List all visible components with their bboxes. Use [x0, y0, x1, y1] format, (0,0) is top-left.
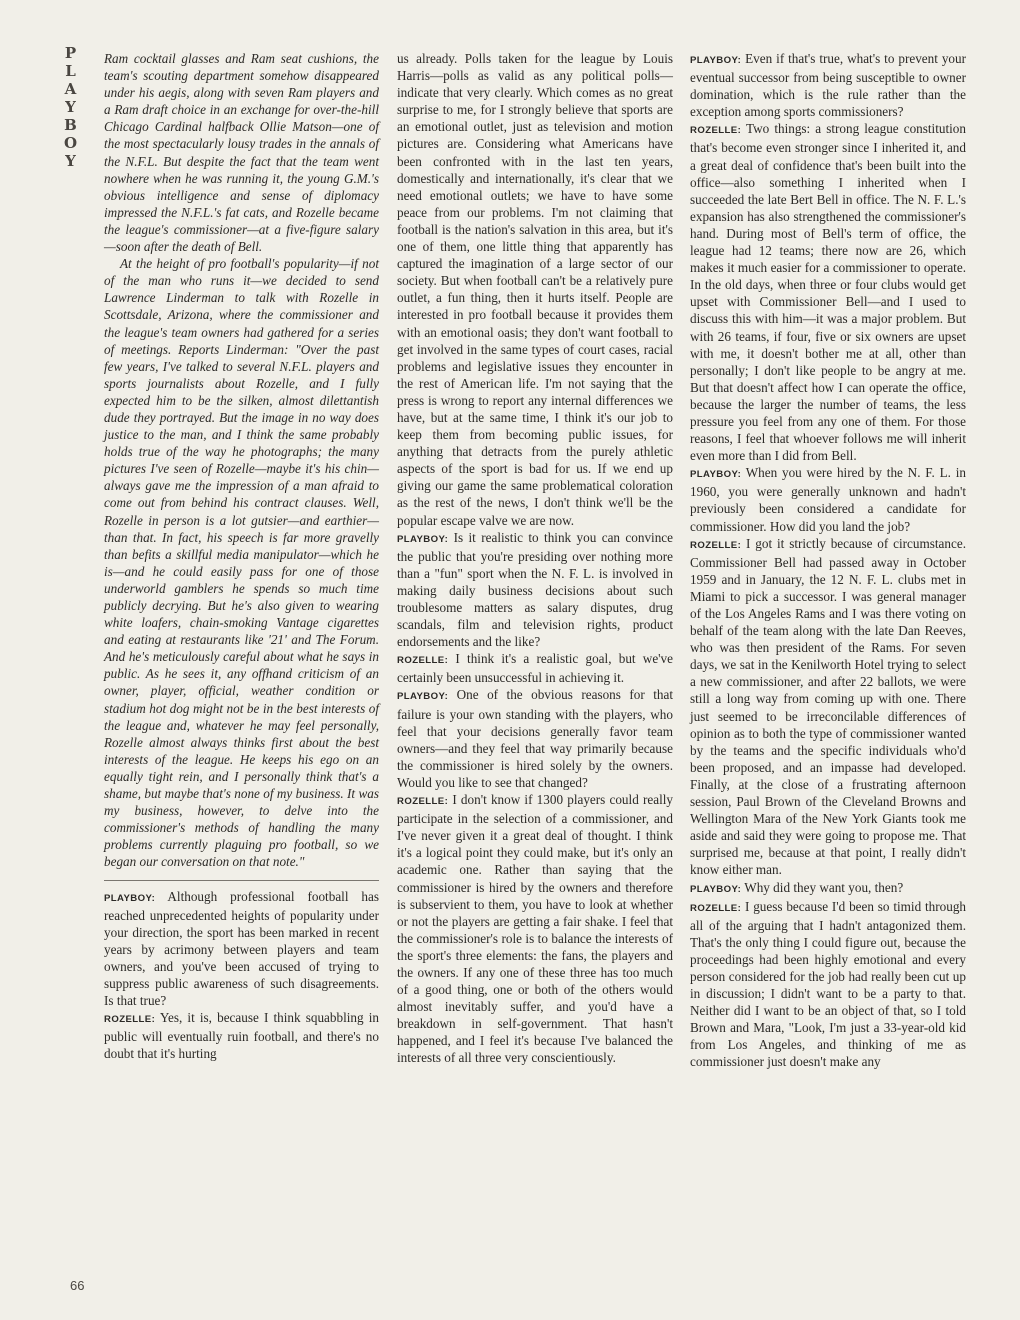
paragraph-text: Two things: a strong league constitution that's become even stronger since I inherited it, and a great deal of confidence that's been built into the office—also something I inherited when I succeeded the late Bert Bell in office. The N. F. L.'s expansion has also strengthened the commissioner's hand. During most of Bell's term of office, the league had 12 teams; there now are 26, which makes it much easier for a commissioner to operate. In the old days, when three or four clubs would get upset with Commissioner Bell—and I used to discuss this with him—it was a major problem. But with 26 teams, if four, five or six owners are upset with me, it doesn't bother me at all, other than personally; I don't like people to be angry at me. But that doesn't affect how I can operate the office, because the larger the number of teams, the less pressure you feel from any one of them. For those reasons, I feel that whoever follows me will inherit even more than I did from Bell.	[690, 121, 966, 464]
speaker-label: ROZELLE:	[690, 539, 742, 551]
paragraph-text: I got it strictly because of circumstance. Commissioner Bell had passed away in October 1959 and in January, the 12 N. F. L. clubs met in Miami to pick a successor. I was general manager of the Los Angeles Rams and I was there voting on behalf of the team along with the late Dan Reeves, who was then president of the Rams. For seven days, we sat in the Kenilworth Hotel trying to select a new commissioner, and after 22 ballots, we were still a long way from coming up with one. There just seemed to be irreconcilable differences of opinion as to both the type of commissioner wanted by the teams and the specific individuals who'd been proposed, and an impasse had developed. Finally, at the close of a frustrating afternoon session, Paul Brown of the Cleveland Browns and Wellington Mara of the New York Giants took me aside and said they were going to propose me. That surprised me, because at that point, I really didn't know either man.	[690, 535, 967, 878]
paragraph-text: I don't know if 1300 players could really participate in the selection of a commissioner, and I've never given it a great deal of thought. I think it's a logical point they could make, but it's only an academic one. Rather than saying that the commissioner is hired by the owners and therefore is subservient to them, you have to look at whether or not the players are getting a fair shake. I feel that the commissioner's role is to balance the interests of the sport's three elements: the fans, the players and the owners. If any one of these three has too much of a good thing, one or both of the others would almost inevitably suffer, and you'd have a breakdown in self-government. That hasn't happened, and I feel it's because I've balanced the interests of all three very conscientiously.	[397, 792, 673, 1066]
interview-paragraph	[690, 120, 966, 464]
side-label-letter: L	[65, 62, 77, 80]
intro-paragraph: Ram cocktail glasses and Ram seat cushions, the team's scouting department somehow disappeared under his aegis, along with seven Ram players and a Ram draft choice in an exchange for over-the-hill Chicago Cardinal halfback Ollie Matson—one of the most spectacularly lousy trades in the annals of the N.F.L. But despite the fact that the team went nowhere when he was running it, the young G.M.'s obvious intelligence and sense of diplomacy impressed the N.F.L.'s fat cats, and Rozelle became the league's commissioner—at a five-figure salary—soon after the death of Bell.	[104, 51, 379, 255]
paragraph-text: One of the obvious reasons for that failure is your own standing with the players, who feel that your decisions generally favor team owners—and they feel that way primarily because the commissioner is hired solely by the owners. Would you like to see that changed?	[397, 687, 673, 790]
magazine-side-label	[58, 44, 84, 170]
speaker-label: ROZELLE:	[397, 655, 449, 667]
speaker-label: PLAYBOY:	[690, 55, 742, 66]
interview-paragraph	[690, 898, 966, 1071]
interview-paragraph	[397, 650, 673, 686]
page-number: 66	[70, 1278, 85, 1293]
paragraph-text: I think it's a realistic goal, but we've certainly been unsuccessful in achieving it.	[397, 651, 674, 686]
interview-paragraph	[397, 50, 673, 529]
speaker-label: ROZELLE:	[690, 125, 742, 137]
intro-text	[104, 50, 379, 871]
side-label-letter: Y	[65, 98, 77, 116]
interview-paragraph	[397, 529, 673, 651]
side-label-letter: A	[64, 80, 78, 98]
section-divider	[104, 880, 379, 881]
side-label-letter: O	[63, 134, 79, 152]
interview-qa-col1	[104, 888, 379, 1063]
paragraph-text: I guess because I'd been so timid through all of the arguing that I hadn't antagonized them. That's the only thing I could figure out, because the proceedings had been highly emotional and every person considered for the job had really been cut up in discussion; I didn't want to be a party to that. Neither did I want to be an object of that, so I told Brown and Mara, "Look, I'm just a 33-year-old kid from Los Angeles, and thinking of me as commissioner just doesn't make any	[690, 898, 967, 1070]
paragraph-text: Although professional football has reached unprecedented heights of popularity under your direction, the sport has been marked in recent years by acrimony between players and team owners, and you've been accused of trying to suppress public awareness of such disagreements. Is that true?	[104, 888, 379, 1009]
interview-paragraph	[690, 464, 966, 534]
interview-paragraph	[690, 50, 966, 120]
interview-paragraph	[397, 686, 673, 791]
column-1	[104, 50, 379, 1062]
speaker-label: ROZELLE:	[104, 1014, 156, 1026]
paragraph-text: Even if that's true, what's to prevent your eventual successor from being susceptible to owner domination, which is the rule rather than the exception among sports commissioners?	[690, 51, 966, 120]
speaker-label: PLAYBOY:	[397, 533, 449, 545]
column-3	[690, 50, 966, 1071]
interview-paragraph	[690, 535, 966, 879]
interview-paragraph	[104, 1009, 379, 1062]
interview-qa-col3	[690, 50, 966, 1071]
interview-paragraph	[397, 791, 673, 1067]
speaker-label: ROZELLE:	[397, 796, 449, 808]
side-label-letter: B	[64, 116, 78, 134]
speaker-label: PLAYBOY:	[397, 691, 449, 703]
intro-paragraph: At the height of pro football's popularity—if not of the man who runs it—we decided to send Lawrence Linderman to talk with Rozelle in Scottsdale, Arizona, where the commissioner and the league's team owners had gathered for a series of meetings. Reports Linderman: "Over the past few years, I've talked to several N.F.L. players and sports journalists about Rozelle, and I fully expected him to be the silken, almost dilettantish dude they portrayed. But the image in no way does justice to the man, and I think the same probably holds true of the way he photographs; the many pictures I've seen of Rozelle—maybe it's his chin—always gave me the impression of a man afraid to come out from behind his contract clauses. Well, Rozelle in person is a lot gutsier—and earthier—than that. In fact, his speech is far more gravelly than befits a skillful media manipulator—which he is—and he could easily pass for one of those underworld gamblers he spends so much time publicly decrying. But he's also given to wearing white loafers, chain-smoking Vantage cigarettes and eating at restaurants like '21' and The Forum. And he's meticulously careful about what he says in public. As he sees it, any offhand criticism of an owner, player, official, weather condition or stadium hot dog might not be in the best interests of the league and, whatever he may feel personally, Rozelle almost always thinks first about the best interests of the league. He keeps his ego on an equally tight rein, and I personally think that's a shame, but maybe that's none of my business. It was my business, however, to delve into the commissioner's methods of handling the many problems currently plaguing pro football, so we began our conversation on that note."	[104, 256, 379, 870]
speaker-label: PLAYBOY:	[690, 883, 742, 895]
paragraph-text: When you were hired by the N. F. L. in 1960, you were generally unknown and hadn't previously been considered a candidate for commissioner. How did you land the job?	[690, 465, 966, 534]
interview-paragraph	[104, 888, 379, 1010]
interview-qa-col2	[397, 50, 673, 1067]
speaker-label: PLAYBOY:	[690, 469, 742, 481]
paragraph-text: us already. Polls taken for the league by Louis Harris—polls as valid as any political polls—indicate that very clearly. Which comes as no great surprise to me, for I strongly believe that sports are an emotional outlet, just as television and motion pictures are. Considering what Americans have been confronted with in the last ten years, domestically and internationally, it's clear that we need emotional outlets; we have to have some peace from our problems. I'm not claiming that football is the nation's salvation in this area, but it's one of them, one little thing that apparently has captured the imagination of a large sector of our society. But when football can't be a relatively pure outlet, a fun thing, then it hurts itself. People are interested in pro football because it provides them with an emotional oasis; they don't want football to get involved in the same types of court cases, racial problems and legislative issues they encounter in the rest of American life. I'm not saying that the press is wrong to report any internal differences we have, but at the same time, I think it's our job to keep them from becoming public issues, for anything that detracts from the purely athletic aspects of the sport is bad for us. If we end up giving our game the same problematical coloration as the rest of the news, I don't think we'll be the popular escape valve we are now.	[397, 51, 673, 528]
speaker-label: PLAYBOY:	[104, 892, 156, 904]
column-2	[397, 50, 673, 1067]
speaker-label: ROZELLE:	[690, 902, 742, 914]
side-label-letter: Y	[65, 152, 77, 170]
side-label-letter: P	[64, 44, 78, 62]
paragraph-text: Is it realistic to think you can convince the public that you're presiding over nothing more than a "fun" sport when the N. F. L. is involved in making daily business decisions about such troublesome matters as salary disputes, drug scandals, film and television rights, product endorsements and the like?	[397, 529, 674, 650]
paragraph-text: Why did they want you, then?	[744, 879, 904, 895]
interview-paragraph	[690, 879, 966, 898]
paragraph-text: Yes, it is, because I think squabbling in public will eventually ruin football, and there's no doubt that it's hurting	[104, 1010, 379, 1062]
